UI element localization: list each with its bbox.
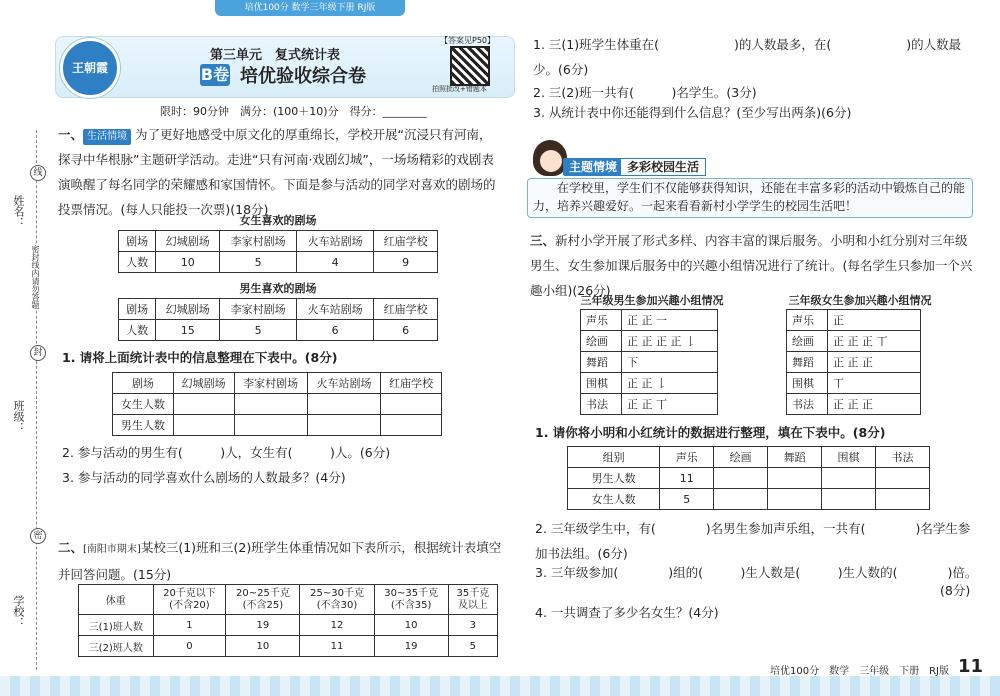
context-tag: 生活情境 [83, 129, 131, 145]
table-cell: 30~35千克 (不含35) [374, 585, 448, 615]
table-cell: 声乐 [787, 310, 828, 331]
q3-sub2: 2. 三年级学生中，有( )名男生参加声乐组，一共有( )名学生参加书法组。(6分) [535, 521, 971, 561]
q1-sub1: 1. 请将上面统计表中的信息整理在下表中。(8分) [62, 350, 338, 365]
page-title: 培优验收综合卷 [240, 66, 366, 87]
table-cell: 35千克 及以上 [448, 585, 497, 615]
table-cell: 火车站剧场 [297, 299, 374, 320]
table-cell: 幻城剧场 [173, 373, 234, 394]
weight-table [78, 584, 498, 657]
table-cell: 幻城剧场 [156, 299, 220, 320]
table-cell: 剧场 [119, 299, 156, 320]
unit-title: 第三单元 复式统计表 [210, 48, 341, 63]
table-cell[interactable] [173, 415, 234, 436]
table-cell: 书法 [875, 447, 929, 468]
table-cell: 正 正 丅 [622, 394, 718, 415]
table-cell [768, 489, 822, 510]
qr-caption: 拍照批改+错题本 [432, 85, 487, 93]
table-cell: 声乐 [660, 447, 714, 468]
table-cell [822, 489, 876, 510]
table-cell[interactable] [173, 394, 234, 415]
seal-warning: 密封线内请勿答题 [31, 245, 40, 309]
girl-face-icon [540, 150, 562, 172]
table-cell [768, 468, 822, 489]
seal-mark-line: 线 [30, 165, 46, 181]
table-cell: 4 [297, 252, 374, 273]
boys-tally-table [580, 309, 718, 415]
table-cell: 绘画 [714, 447, 768, 468]
table-cell: 正 正 𠄌 [622, 373, 718, 394]
table-cell: 12 [300, 615, 374, 636]
table-cell: 正 正 正 [828, 394, 921, 415]
table-cell: 19 [374, 636, 448, 657]
answer-reference: 【答案见P50】 [440, 36, 496, 45]
seal-mark-seal: 封 [30, 345, 46, 361]
table-cell: 李家村剧场 [220, 299, 297, 320]
q3-sub3-score: (8分) [940, 583, 971, 598]
table-cell: 0 [153, 636, 226, 657]
table-cell: 6 [374, 320, 438, 341]
scene-label: 主题情境 [563, 158, 623, 176]
table-cell [822, 468, 876, 489]
school-field-label: 学校： [12, 595, 25, 628]
boys-table-title: 男生喜欢的剧场 [239, 282, 317, 295]
table-cell: 19 [226, 615, 300, 636]
table-cell: 正 正 正 丅 [828, 331, 921, 352]
table-cell: 剧场 [113, 373, 174, 394]
time-score-line: 限时：90分钟 满分：(100＋10)分 得分：________ [160, 105, 427, 118]
table-cell: 幻城剧场 [156, 231, 220, 252]
table-cell: 5 [660, 489, 714, 510]
source-tag: [南阳市期末] [83, 544, 141, 555]
table-cell [875, 468, 929, 489]
q2-sub3: 3. 从统计表中你还能得到什么信息？(至少写出两条)(6分) [533, 105, 852, 120]
table-cell: 正 正 一 [622, 310, 718, 331]
question-number: 一、 [58, 127, 84, 142]
question-text: 为了更好地感受中原文化的厚重绵长，学校开展“沉浸只有河南，探寻中华根脉”主题研学活动。走进“只有河南·戏剧幻城”，一场场精彩的戏剧表演唤醒了每名同学的荣耀感和家国情怀。下面是参与活动的同学对喜欢的剧场的投票情况。(每人只能投一次票)(18分) [58, 127, 496, 217]
scene-text: 在学校里，学生们不仅能够获得知识，还能在丰富多彩的活动中锻炼自己的能力，培养兴趣爱好。一起来看看新村小学学生的校园生活吧！ [533, 181, 966, 213]
table-cell: 三(2)班人数 [79, 636, 154, 657]
table-cell: 10 [374, 615, 448, 636]
table-cell: 男生人数 [568, 468, 660, 489]
table-cell: 男生人数 [113, 415, 174, 436]
table-cell: 围棋 [581, 373, 622, 394]
question-1 [58, 122, 503, 222]
girls-tally-table [786, 309, 921, 415]
q3-sub4: 4. 一共调查了多少名女生？(4分) [535, 605, 719, 620]
table-cell[interactable] [381, 394, 442, 415]
question-2 [58, 535, 503, 587]
series-banner: 培优100分 数学三年级下册 RJ版 [215, 0, 405, 16]
table-cell: 组别 [568, 447, 660, 468]
table-cell: 正 正 正 [828, 352, 921, 373]
table-cell[interactable] [381, 415, 442, 436]
table-cell: 5 [220, 252, 297, 273]
name-field-label: 姓名： [12, 195, 25, 228]
table-cell: 10 [226, 636, 300, 657]
table-cell[interactable] [234, 415, 307, 436]
text-span: 二、 [58, 540, 84, 555]
qr-code-icon[interactable] [450, 46, 490, 86]
table-cell: 围棋 [787, 373, 828, 394]
table-cell: 李家村剧场 [220, 231, 297, 252]
table-cell: 舞蹈 [768, 447, 822, 468]
table-cell: 三(1)班人数 [79, 615, 154, 636]
table-cell: 绘画 [581, 331, 622, 352]
text-span: 某校三(1)班和三(2)班学生体重情况如下表所示，根据统计表填空并回答问题。(15分) [58, 540, 502, 582]
table-cell: 15 [156, 320, 220, 341]
table-cell[interactable] [307, 394, 380, 415]
table-cell: 20~25千克 (不含25) [226, 585, 300, 615]
binding-dashed-line [36, 130, 37, 670]
table-cell [714, 468, 768, 489]
q1-sub3: 3. 参与活动的同学喜欢什么剧场的人数最多？(4分) [62, 470, 346, 485]
table-cell: 20千克以下 (不含20) [153, 585, 226, 615]
q2-sub2: 2. 三(2)班一共有( )名学生。(3分) [533, 85, 757, 100]
table-cell: 剧场 [119, 231, 156, 252]
scene-name: 多彩校园生活 [620, 158, 706, 176]
table-cell: 人数 [119, 320, 156, 341]
seal-mark-secret: 密 [30, 528, 46, 544]
table-cell: 红庙学校 [374, 299, 438, 320]
table-cell: 女生人数 [568, 489, 660, 510]
table-cell: 正 [828, 310, 921, 331]
table-cell: 火车站剧场 [297, 231, 374, 252]
table-cell: 25~30千克 (不含30) [300, 585, 374, 615]
table-cell: 绘画 [787, 331, 828, 352]
table-cell: 书法 [581, 394, 622, 415]
table-cell [714, 489, 768, 510]
text-span: 新村小学开展了形式多样、内容丰富的课后服务。小明和小红分别对三年级男生、女生参加课后服务中的兴趣小组情况进行了统计。(每名学生只参加一个兴趣小组)(26分) [530, 233, 973, 298]
table-cell: 3 [448, 615, 497, 636]
table-cell: 红庙学校 [374, 231, 438, 252]
girls-group-title: 三年级女生参加兴趣小组情况 [788, 294, 932, 307]
girls-table-title: 女生喜欢的剧场 [239, 214, 317, 227]
table-cell: 正 正 正 正 𠄌 [622, 331, 718, 352]
table-cell[interactable] [307, 415, 380, 436]
table-cell: 9 [374, 252, 438, 273]
table-cell: 体重 [79, 585, 154, 615]
q3-sub1: 1. 请你将小明和小红统计的数据进行整理，填在下表中。(8分) [535, 425, 886, 440]
table-cell: 李家村剧场 [234, 373, 307, 394]
table-cell: 6 [297, 320, 374, 341]
group-fill-table [567, 446, 930, 510]
table-cell: 人数 [119, 252, 156, 273]
text-span: 三、 [530, 233, 556, 248]
table-cell: 5 [220, 320, 297, 341]
table-cell: 女生人数 [113, 394, 174, 415]
table-cell: 舞蹈 [787, 352, 828, 373]
combined-fill-table [112, 372, 442, 436]
table-cell: 围棋 [822, 447, 876, 468]
table-cell [875, 489, 929, 510]
footer-text: 培优100分 数学 三年级 下册 RJ版 [770, 666, 949, 677]
table-cell: 丅 [828, 373, 921, 394]
girls-theater-table [118, 230, 438, 273]
publisher-logo: 王朝霞 [60, 38, 120, 98]
class-field-label: 班级： [12, 400, 25, 433]
table-cell: 舞蹈 [581, 352, 622, 373]
boys-theater-table [118, 298, 438, 341]
volume-badge: B卷 [200, 65, 230, 84]
table-cell: 下 [622, 352, 718, 373]
table-cell: 火车站剧场 [307, 373, 380, 394]
page-number: 11 [958, 656, 984, 677]
q3-sub3: 3. 三年级参加( )组的( )生人数是( )生人数的( )倍。 [535, 565, 978, 580]
footer-wave [0, 676, 1000, 696]
table-cell: 书法 [787, 394, 828, 415]
boys-group-title: 三年级男生参加兴趣小组情况 [580, 294, 724, 307]
table-cell[interactable] [234, 394, 307, 415]
table-cell: 5 [448, 636, 497, 657]
table-cell: 1 [153, 615, 226, 636]
table-cell: 11 [660, 468, 714, 489]
q2-sub1: 1. 三(1)班学生体重在( )的人数最多，在( )的人数最少。(6分) [533, 37, 962, 77]
table-cell: 10 [156, 252, 220, 273]
table-cell: 11 [300, 636, 374, 657]
table-cell: 声乐 [581, 310, 622, 331]
table-cell: 红庙学校 [381, 373, 442, 394]
q1-sub2: 2. 参与活动的男生有( )人，女生有( )人。(6分) [62, 445, 391, 460]
